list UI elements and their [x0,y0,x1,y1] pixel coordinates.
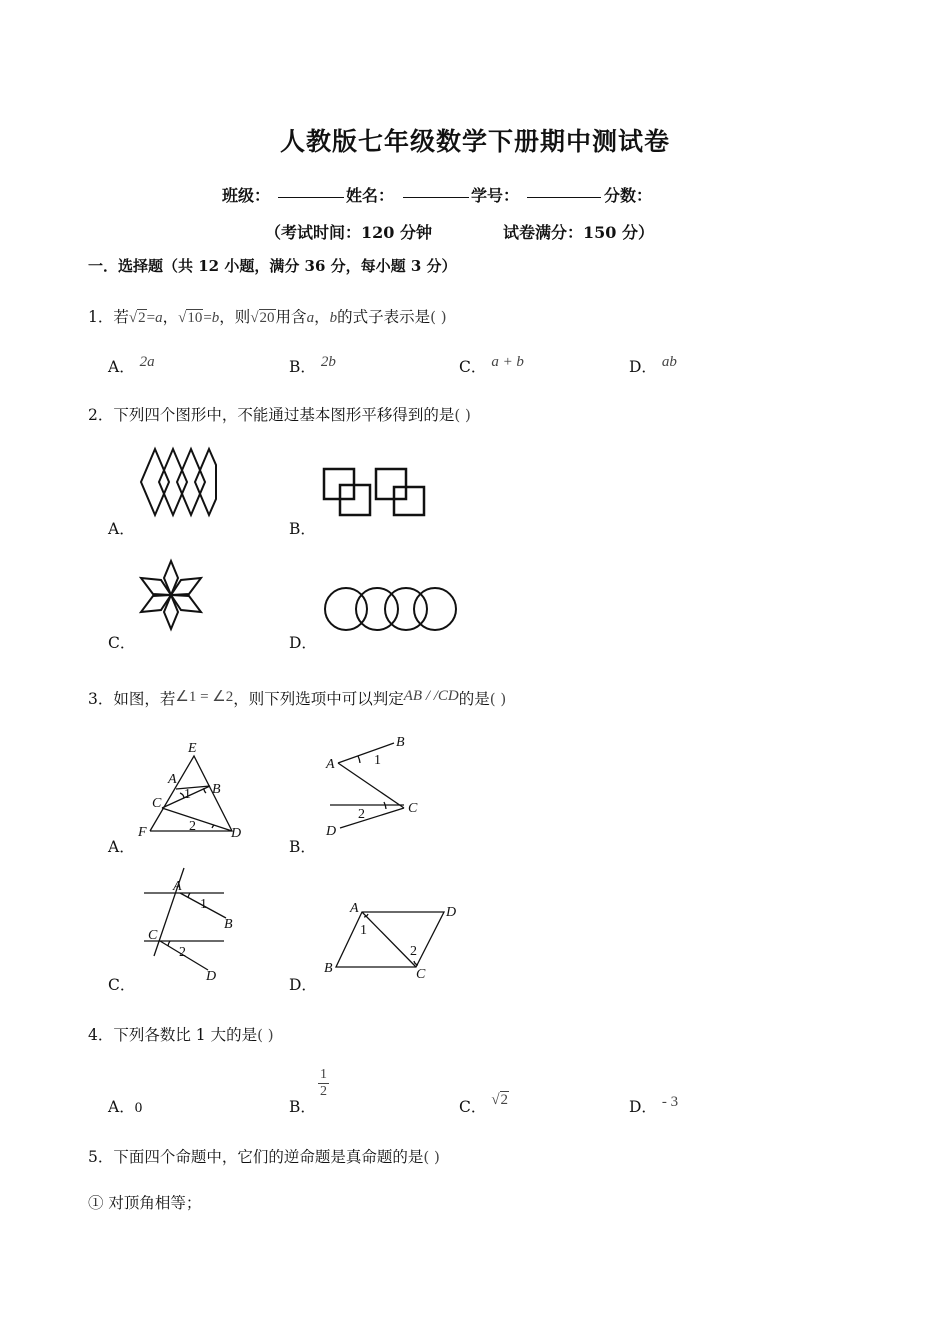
q1-eq2: = [203,310,212,326]
q1-option-c[interactable]: C． a + b [459,354,524,376]
q1-option-d[interactable]: D． ab [629,354,677,376]
q3-option-c-label[interactable]: C． [108,976,136,994]
q3-option-b-label[interactable]: B． [289,838,316,856]
q4-option-b[interactable]: B． [289,1098,316,1116]
svg-text:2: 2 [189,819,196,834]
q1-a2: a [306,310,315,326]
svg-text:A: A [326,757,335,772]
q2-figure-d-circles [320,583,462,635]
q3-option-d-label[interactable]: D． [289,976,317,994]
svg-text:E: E [188,741,197,756]
svg-text:A: A [350,901,359,916]
q1-comma2: ， [314,308,330,326]
full-score: 试卷满分：150 分） [503,223,654,242]
svg-text:1: 1 [374,753,381,768]
question-3: 3．如图，若∠1 = ∠2，则下列选项中可以判定AB / /CD的是( ) [88,688,507,708]
q2-option-a-label[interactable]: A． [108,520,135,538]
question-2: 2．下列四个图形中，不能通过基本图形平移得到的是( ) [88,406,471,424]
q3-figure-d [320,898,464,982]
q1-a: a [155,310,163,326]
id-label: 学号： [471,186,520,205]
q2-figure-b-squares [318,462,434,520]
class-blank[interactable] [278,183,344,202]
score-label: 分数： [604,186,653,205]
svg-text:D: D [231,826,242,841]
svg-text:2: 2 [179,945,186,960]
svg-text:C: C [416,967,426,982]
svg-text:C: C [408,801,418,816]
svg-text:F: F [138,825,147,840]
q1-tail: 的式子表示是 [337,308,431,326]
q2-figure-c-star [137,558,209,632]
q3-angles: ∠1 = ∠2 [175,689,234,705]
id-blank[interactable] [527,183,601,202]
name-label: 姓名： [346,186,395,205]
q1-option-a[interactable]: A． 2a [108,354,155,376]
svg-text:A: A [173,879,182,894]
svg-text:B: B [396,735,405,750]
q2-option-d-label[interactable]: D． [289,634,317,652]
svg-text:2: 2 [358,807,365,822]
q3-option-a-label[interactable]: A． [108,838,135,856]
q5-item-1: ① 对顶角相等； [88,1194,202,1212]
q1-then: ，则 [219,308,251,326]
q1-using: 用含 [275,308,307,326]
q4-option-c[interactable]: C． √2 [459,1092,509,1116]
svg-text:D: D [206,969,217,984]
svg-text:B: B [212,782,221,797]
svg-text:A: A [168,772,177,787]
q2-option-b-label[interactable]: B． [289,520,316,538]
q1-b2: b [329,310,338,326]
svg-text:C: C [148,928,158,943]
q3-answer-paren[interactable]: ( ) [489,690,507,708]
name-blank[interactable] [403,183,469,202]
svg-text:2: 2 [410,944,417,959]
question-4: 4．下列各数比 1 大的是( ) [88,1026,274,1044]
q1-sqrt2: 2 [138,310,146,326]
svg-text:D: D [446,905,457,920]
q1-comma1: ， [162,308,179,326]
svg-text:1: 1 [200,897,207,912]
svg-text:1: 1 [360,923,367,938]
exam-time: （考试时间：120 分钟 [265,223,432,242]
q3-parallel: AB / /CD [403,688,459,704]
sqrt-symbol: √ [178,310,187,326]
page-title: 人教版七年级数学下册期中测试卷 [279,127,670,156]
q1-eq1: = [146,310,156,326]
q4-option-d[interactable]: D． - 3 [629,1094,679,1116]
q1-option-b[interactable]: B． 2b [289,354,336,376]
q3-figure-b [320,730,430,842]
q1-b: b [211,310,220,326]
q5-answer-paren[interactable]: ( ) [423,1148,440,1166]
svg-text:D: D [326,824,337,839]
q2-answer-paren[interactable]: ( ) [454,406,471,424]
q4-answer-paren[interactable]: ( ) [257,1026,274,1044]
sqrt-symbol: √ [250,310,259,326]
svg-text:C: C [152,796,162,811]
q1-sqrt10: 10 [187,310,203,326]
q1-answer-paren[interactable]: ( ) [430,308,447,326]
q1-sqrt20: 20 [259,310,275,326]
svg-text:B: B [324,961,333,976]
q4-option-a[interactable]: A．0 [108,1098,143,1116]
svg-text:1: 1 [184,787,191,802]
question-5: 5．下面四个命题中，它们的逆命题是真命题的是( ) [88,1148,440,1166]
q1-num: 1．若 [88,308,129,326]
class-label: 班级： [222,186,271,205]
question-1 [88,305,447,327]
q4-option-b-fraction: $\frac{1}{2}$ [320,1067,327,1099]
q2-option-c-label[interactable]: C． [108,634,136,652]
q3-figure-a [132,738,250,842]
q2-figure-a-rhombi [138,445,220,520]
section-heading: 一．选择题（共 12 小题，满分 36 分，每小题 3 分） [88,257,457,275]
sqrt-symbol: √ [128,310,138,326]
svg-text:B: B [224,917,233,932]
q3-figure-c [138,862,250,984]
